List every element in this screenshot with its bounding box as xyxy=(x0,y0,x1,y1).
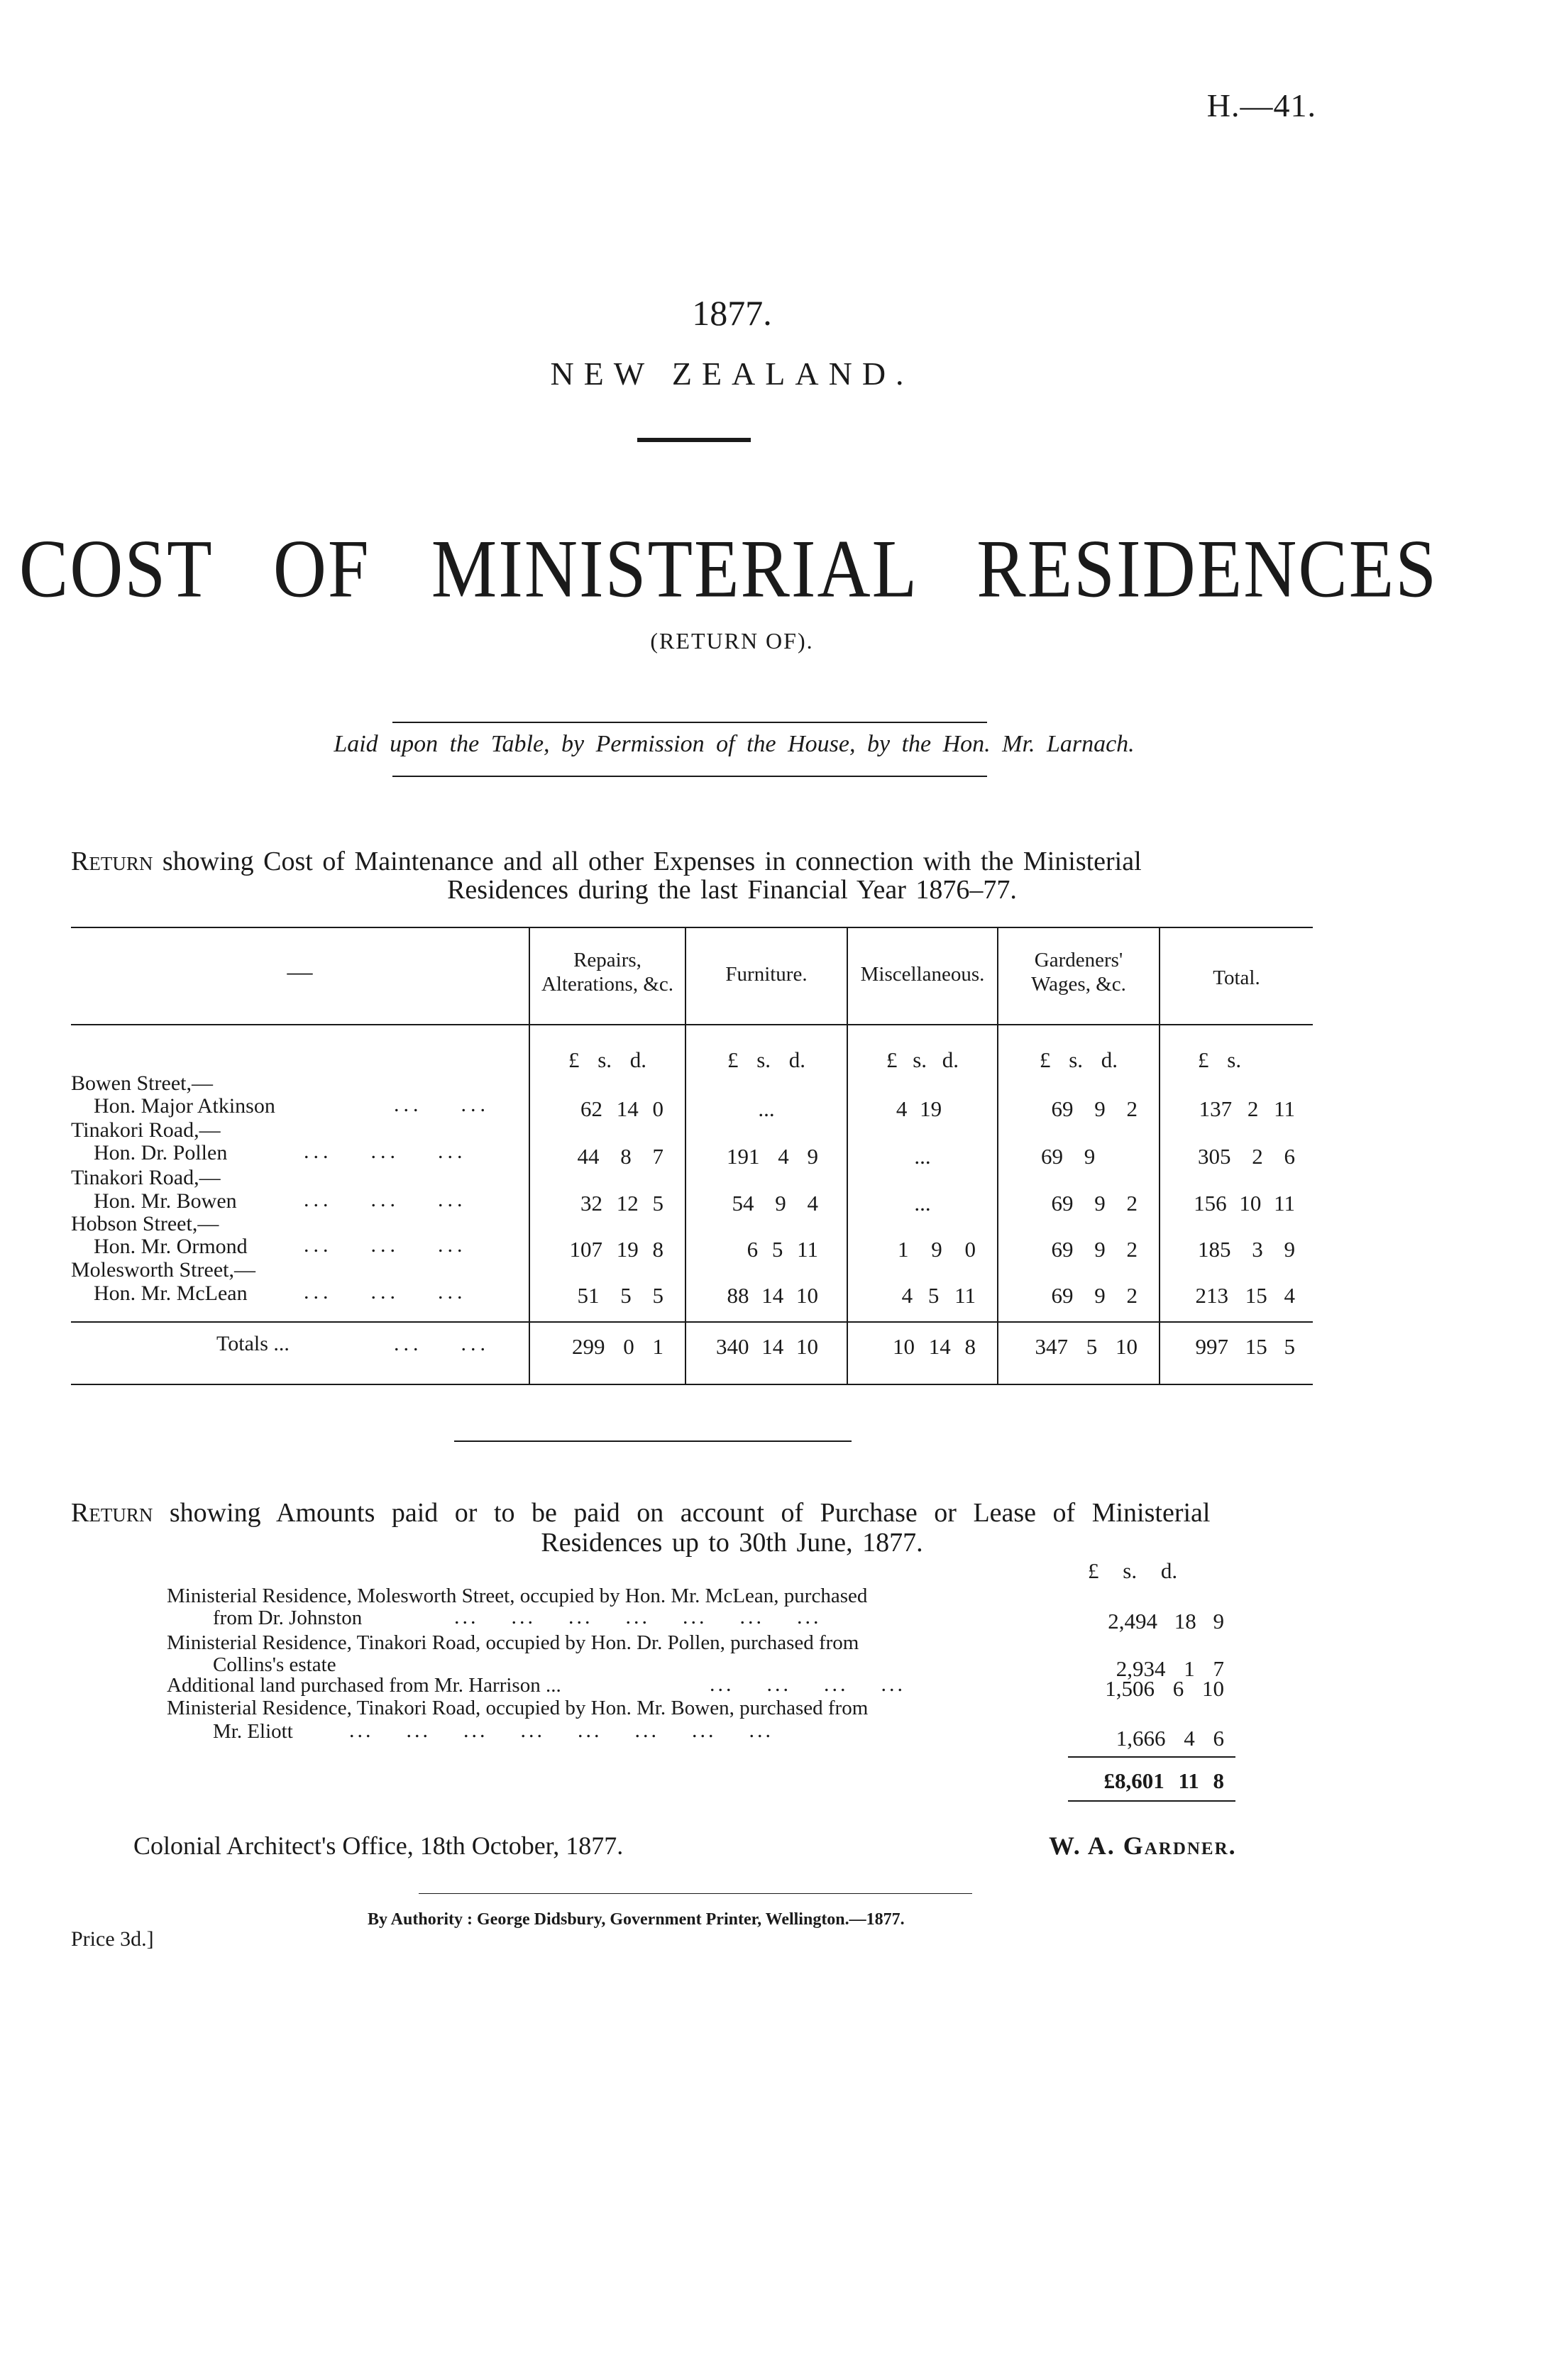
units-furniture: £ s. d. xyxy=(727,1047,806,1072)
return1-lead-word: Return xyxy=(71,847,153,876)
row2-leaders: ... ... ... xyxy=(304,1140,467,1163)
totals-furniture: 340 14 10 xyxy=(716,1334,818,1359)
country: NEW ZEALAND. xyxy=(550,356,914,392)
purchase-item-3-line1: Additional land purchased from Mr. Harrison ... xyxy=(167,1674,561,1697)
row4-gardeners: 69 9 2 xyxy=(1051,1237,1138,1262)
row3-occupant: Hon. Mr. Bowen xyxy=(94,1189,237,1213)
purchase-item-4-leaders: ... ... ... ... ... ... ... ... xyxy=(349,1719,773,1742)
row2-repairs: 44 8 7 xyxy=(577,1144,663,1169)
purchase-item-3-amount: 1,506 6 10 xyxy=(1105,1676,1224,1701)
totals-leaders: ... ... xyxy=(394,1332,490,1355)
return2-heading-line1 xyxy=(71,1497,1210,1528)
purchase-item-2-line1: Ministerial Residence, Tinakori Road, occupied by Hon. Dr. Pollen, purchased from xyxy=(167,1631,859,1654)
purchase-item-3-leaders: ... ... ... ... xyxy=(710,1673,905,1696)
row5-misc: 4 5 11 xyxy=(901,1283,976,1308)
purchase-item-1-amount: 2,494 18 9 xyxy=(1108,1609,1224,1634)
row4-street: Hobson Street,— xyxy=(71,1212,219,1235)
row4-leaders: ... ... ... xyxy=(304,1233,467,1257)
units-misc: £ s. d. xyxy=(886,1047,959,1072)
office-date: Colonial Architect's Office, 18th October, 1877. xyxy=(133,1831,624,1860)
page-title: COST OF MINISTERIAL RESIDENCES xyxy=(18,523,1438,615)
col-header-furniture: Furniture. xyxy=(725,963,808,986)
authority-line: By Authority : George Didsbury, Government Printer, Wellington.—1877. xyxy=(368,1910,905,1929)
row5-total: 213 15 4 xyxy=(1195,1283,1295,1308)
row5-leaders: ... ... ... xyxy=(304,1280,467,1304)
row5-repairs: 51 5 5 xyxy=(577,1283,663,1308)
totals-label: Totals ... xyxy=(216,1332,290,1355)
row3-street: Tinakori Road,— xyxy=(71,1166,221,1189)
laid-rule-bottom xyxy=(392,776,987,777)
purchase-item-4-line2: Mr. Eliott xyxy=(213,1720,293,1743)
row3-leaders: ... ... ... xyxy=(304,1188,467,1211)
col-header-gardeners-l2: Wages, &c. xyxy=(1031,973,1126,996)
totals-repairs: 299 0 1 xyxy=(572,1334,663,1359)
laid-rule-top xyxy=(392,722,987,723)
purchase-item-4-line1: Ministerial Residence, Tinakori Road, occupied by Hon. Mr. Bowen, purchased from xyxy=(167,1697,869,1719)
table-totals-rule xyxy=(71,1321,1313,1323)
row1-street: Bowen Street,— xyxy=(71,1071,213,1095)
table-bottom-rule xyxy=(71,1384,1313,1385)
totals-misc: 10 14 8 xyxy=(893,1334,976,1359)
row5-gardeners: 69 9 2 xyxy=(1051,1283,1138,1308)
units-gardeners: £ s. d. xyxy=(1039,1047,1118,1072)
units-total: £ s. xyxy=(1198,1047,1242,1072)
footer-rule xyxy=(419,1893,972,1894)
col-header-repairs xyxy=(530,948,685,996)
signature: W. A. Gardner. xyxy=(1049,1831,1237,1860)
col-header-total: Total. xyxy=(1213,966,1260,989)
col-header-gardeners xyxy=(998,948,1159,996)
return1-heading-line1 xyxy=(71,846,1142,877)
year: 1877. xyxy=(692,293,772,333)
row3-gardeners: 69 9 2 xyxy=(1051,1191,1138,1216)
row4-occupant: Hon. Mr. Ormond xyxy=(94,1235,248,1258)
return1-heading-line2: Residences during the last Financial Year 1876–77. xyxy=(447,875,1017,905)
purchase-item-1-line1: Ministerial Residence, Molesworth Street, occupied by Hon. Mr. McLean, purchased xyxy=(167,1585,868,1607)
row5-furniture: 88 14 10 xyxy=(727,1283,818,1308)
row2-street: Tinakori Road,— xyxy=(71,1118,221,1142)
row4-misc: 1 9 0 xyxy=(898,1237,976,1262)
price: Price 3d.] xyxy=(71,1927,154,1951)
purchase-item-1-line2: from Dr. Johnston xyxy=(213,1607,363,1629)
table-header-rule xyxy=(71,1024,1313,1025)
purchase-item-4-amount: 1,666 4 6 xyxy=(1116,1726,1224,1751)
return2-lead-word: Return xyxy=(71,1498,153,1528)
row4-furniture: 6 5 11 xyxy=(747,1237,818,1262)
row2-furniture: 191 4 9 xyxy=(727,1144,818,1169)
row3-misc: ... xyxy=(914,1191,931,1216)
document-number: H.—41. xyxy=(1206,87,1316,123)
row4-repairs: 107 19 8 xyxy=(569,1237,663,1262)
col-header-misc: Miscellaneous. xyxy=(860,963,985,986)
return2-units: £ s. d. xyxy=(1088,1558,1178,1583)
purchase-total-rule-bottom xyxy=(1068,1800,1235,1802)
row3-total: 156 10 11 xyxy=(1194,1191,1295,1216)
purchase-total-rule-top xyxy=(1068,1756,1235,1758)
purchase-total: £8,601 11 8 xyxy=(1103,1768,1224,1793)
row2-gardeners: 69 9 xyxy=(1041,1144,1096,1169)
laid-upon-line: Laid upon the Table, by Permission of the House, by the Hon. Mr. Larnach. xyxy=(334,731,1135,757)
return2-text-line1: showing Amounts paid or to be paid on account of Purchase or Lease of Ministerial xyxy=(169,1498,1211,1528)
purchase-item-2-line2: Collins's estate xyxy=(213,1653,336,1676)
row1-furniture: ... xyxy=(758,1096,775,1121)
return1-text-line1: showing Cost of Maintenance and all other Expenses in connection with the Ministerial xyxy=(162,847,1142,876)
row1-occupant: Hon. Major Atkinson xyxy=(94,1094,275,1118)
row2-total: 305 2 6 xyxy=(1198,1144,1295,1169)
subtitle: (RETURN OF). xyxy=(650,628,814,654)
purchase-item-2-amount: 2,934 1 7 xyxy=(1116,1656,1224,1681)
table-top-rule xyxy=(71,927,1313,928)
row1-leaders: ... ... xyxy=(394,1093,490,1116)
row5-street: Molesworth Street,— xyxy=(71,1258,255,1282)
col-header-blank: — xyxy=(287,957,313,986)
row1-misc: 4 19 xyxy=(896,1096,942,1121)
units-repairs: £ s. d. xyxy=(568,1047,647,1072)
row1-total: 137 2 11 xyxy=(1199,1096,1295,1121)
row3-repairs: 32 12 5 xyxy=(580,1191,663,1216)
col-header-gardeners-l1: Gardeners' xyxy=(1034,949,1123,971)
title-rule xyxy=(637,438,751,442)
return2-heading-line2: Residences up to 30th June, 1877. xyxy=(541,1528,923,1558)
col-header-repairs-l2: Alterations, &c. xyxy=(541,973,674,996)
row2-misc: ... xyxy=(914,1144,931,1169)
col-header-repairs-l1: Repairs, xyxy=(573,949,641,971)
row5-occupant: Hon. Mr. McLean xyxy=(94,1282,248,1305)
row1-repairs: 62 14 0 xyxy=(580,1096,663,1121)
section-divider xyxy=(454,1440,852,1442)
row1-gardeners: 69 9 2 xyxy=(1051,1096,1138,1121)
row4-total: 185 3 9 xyxy=(1198,1237,1295,1262)
totals-gardeners: 347 5 10 xyxy=(1035,1334,1138,1359)
row2-occupant: Hon. Dr. Pollen xyxy=(94,1141,228,1164)
totals-total: 997 15 5 xyxy=(1195,1334,1295,1359)
purchase-item-1-leaders: ... ... ... ... ... ... ... xyxy=(454,1605,822,1629)
row3-furniture: 54 9 4 xyxy=(732,1191,818,1216)
